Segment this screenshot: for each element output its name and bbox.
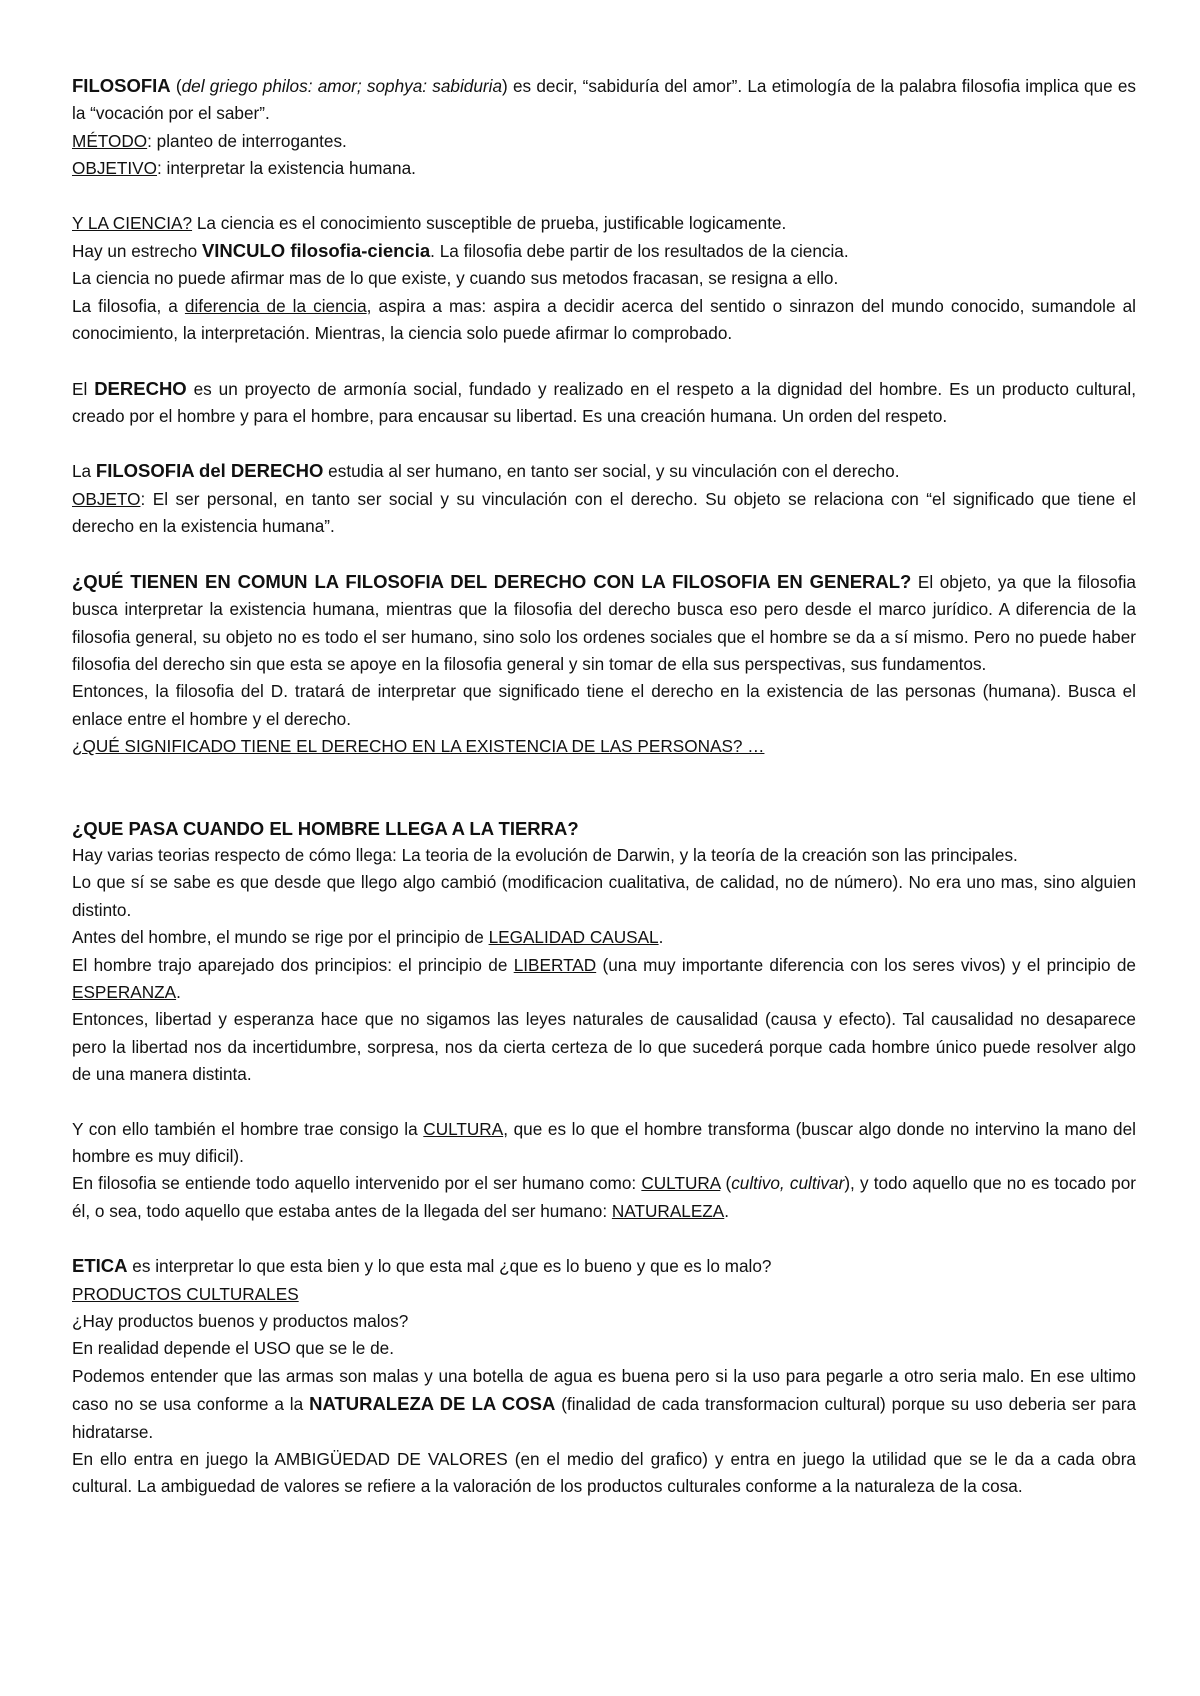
naturaleza-cosa-term: NATURALEZA DE LA COSA [309, 1393, 556, 1415]
text: Y con ello también el hombre trae consigo la [72, 1118, 424, 1139]
uso-line: En realidad depende el USO que se le de. [72, 1338, 395, 1359]
naturaleza-cosa-paragraph [72, 1363, 1136, 1446]
intro-paragraph [72, 72, 1136, 128]
text: (una muy importante diferencia con los seres vivos) y el principio de [596, 954, 1136, 975]
etymology: del griego philos: amor; sophya: sabiduria [181, 76, 503, 96]
vinculo-line [72, 237, 1136, 265]
derecho-term: DERECHO [94, 377, 187, 399]
productos-question: ¿Hay productos buenos y productos malos? [72, 1311, 409, 1332]
cultura-p2 [72, 1170, 1136, 1225]
naturaleza-term: NATURALEZA [611, 1200, 725, 1221]
tierra-p5: Entonces, libertad y esperanza hace que no sigamos las leyes naturales de causalidad (causa y efecto). Tal causalidad no desaparece pero la libertad nos da incertidumbre, sorpresa, nos da cierta certeza de lo que sucederá porque cada hombre único puede resolver algo de una manera distinta. [72, 1009, 1136, 1085]
tierra-p2: Lo que sí se sabe es que desde que llego algo cambió (modificacion cualitativa, de calidad, no de número). No era uno mas, sino alguien distinto. [72, 872, 1136, 920]
text: . [724, 1200, 730, 1221]
text: ( [170, 76, 182, 96]
text: El hombre trajo aparejado dos principios: el principio de [72, 954, 514, 975]
ambiguedad-paragraph: En ello entra en juego la AMBIGÜEDAD DE VALORES (en el medio del grafico) y entra en juego la utilidad que se le da a cada obra cultural. La ambiguedad de valores se refiere a la valoración de los productos culturales conforme a la naturaleza de la cosa. [72, 1449, 1136, 1497]
comun-paragraph-2: Entonces, la filosofia del D. tratará de interpretar que significado tiene el derecho en la existencia de las personas (humana). Busca el enlace entre el hombre y el derecho. [72, 681, 1136, 729]
filosofia-vs-ciencia [72, 293, 1136, 348]
etica-term: ETICA [72, 1255, 128, 1277]
text: . La filosofia debe partir de los resultados de la ciencia. [430, 241, 849, 262]
text: ) es decir, “sabiduría del amor”. La etimología de la palabra filosofia implica que es la “vocación por el saber”. [72, 76, 1137, 124]
text: Podemos entender que las armas son malas y una botella de agua es buena pero si la uso para pegarle a otro seria malo. En ese ultimo caso no se usa conforme a la [72, 1365, 1136, 1415]
text: . [658, 927, 664, 948]
legalidad-causal: LEGALIDAD CAUSAL [488, 927, 659, 948]
text: La filosofia, a [72, 295, 185, 316]
text: es un proyecto de armonía social, fundado y realizado en el respeto a la dignidad del hombre. Es un producto cultural, creado por el hombre y para el hombre, para encausar su libertad. Es una creación humana. Un orden del respeto. [72, 378, 1137, 427]
etica-line [72, 1252, 1136, 1280]
text: En filosofia se entiende todo aquello intervenido por el ser humano como: [72, 1173, 642, 1194]
ciencia-heading: Y LA CIENCIA? [72, 212, 193, 233]
text: : interpretar la existencia humana. [157, 158, 416, 179]
text: ( [720, 1173, 732, 1194]
comun-heading: ¿QUÉ TIENEN EN COMUN LA FILOSOFIA DEL DERECHO CON LA FILOSOFIA EN GENERAL? [72, 570, 912, 592]
cultivo-italic: cultivo, cultivar [731, 1173, 845, 1194]
tierra-p4 [72, 952, 1136, 1007]
cultura-term: CULTURA [423, 1118, 504, 1139]
diferencia-link: diferencia de la ciencia [184, 295, 367, 316]
libertad-term: LIBERTAD [513, 954, 597, 975]
cultura-term-2: CULTURA [641, 1173, 721, 1194]
derecho-paragraph [72, 375, 1136, 431]
objeto-paragraph [72, 486, 1136, 541]
text: , aspira a mas: aspira a decidir acerca del sentido o sinrazon del mundo conocido, sumandole al conocimiento, la interpretación. Mientras, la ciencia solo puede afirmar lo comprobado. [72, 295, 1136, 344]
esperanza-term: ESPERANZA [72, 981, 177, 1002]
objeto-label: OBJETO [72, 488, 141, 509]
productos-culturales-heading: PRODUCTOS CULTURALES [72, 1283, 299, 1304]
term-filosofia: FILOSOFIA [72, 75, 171, 96]
objetivo-line [72, 155, 1136, 182]
text: La [72, 461, 96, 482]
objetivo-label: OBJETIVO [72, 158, 157, 179]
tierra-p3 [72, 924, 1136, 951]
text: El objeto, ya que la filosofia busca interpretar la existencia humana, mientras que la filosofia del derecho busca eso pero desde el marco jurídico. A diferencia de la filosofia general, su objeto no es todo el ser humano, sino solo los ordenes sociales que el hombre se da a sí mismo. Pero no puede haber filosofia del derecho sin que esta se apoye en la filosofia general y sin tomar de ella sus perspectivas, sus fundamentos. [72, 571, 1136, 674]
text: : El ser personal, en tanto ser social y su vinculación con el derecho. Su objeto se relaciona con “el significado que tiene el derecho en la existencia humana”. [72, 488, 1136, 537]
text: estudia al ser humano, en tanto ser social, y su vinculación con el derecho. [323, 461, 900, 482]
text: El [72, 378, 95, 399]
metodo-label: MÉTODO [72, 130, 148, 151]
filosofia-derecho-line [72, 457, 1136, 485]
text: Antes del hombre, el mundo se rige por el principio de [72, 927, 489, 948]
comun-paragraph [72, 568, 1136, 679]
metodo-line [72, 128, 1136, 155]
text: es interpretar lo que esta bien y lo que esta mal ¿que es lo bueno y que es lo malo? [127, 1256, 772, 1277]
text: Hay un estrecho [72, 241, 202, 262]
text: (finalidad de cada transformacion cultural) porque su uso deberia ser para hidratarse. [72, 1394, 1137, 1442]
tierra-heading: ¿QUE PASA CUANDO EL HOMBRE LLEGA A LA TIERRA? [72, 817, 579, 839]
tierra-p1: Hay varias teorias respecto de cómo llega: La teoria de la evolución de Darwin, y la teoría de la creación son las principales. [72, 844, 1018, 865]
text: La ciencia es el conocimiento susceptible de prueba, justificable logicamente. [192, 212, 787, 233]
significado-question: ¿QUÉ SIGNIFICADO TIENE EL DERECHO EN LA EXISTENCIA DE LAS PERSONAS? … [72, 736, 765, 757]
text: , que es lo que el hombre transforma (buscar algo donde no intervino la mano del hombre es muy dificil). [72, 1118, 1136, 1166]
vinculo-term: VINCULO filosofia-ciencia [201, 240, 431, 262]
ciencia-limit: La ciencia no puede afirmar mas de lo que existe, y cuando sus metodos fracasan, se resigna a ello. [72, 268, 839, 289]
text: : planteo de interrogantes. [147, 130, 347, 151]
filosofia-derecho-term: FILOSOFIA del DERECHO [95, 460, 324, 482]
text: . [176, 981, 181, 1002]
text: ), y todo aquello que no es tocado por él, o sea, todo aquello que estaba antes de la llegada del ser humano: [72, 1173, 1136, 1221]
cultura-p1 [72, 1116, 1136, 1171]
ciencia-line [72, 210, 1136, 237]
